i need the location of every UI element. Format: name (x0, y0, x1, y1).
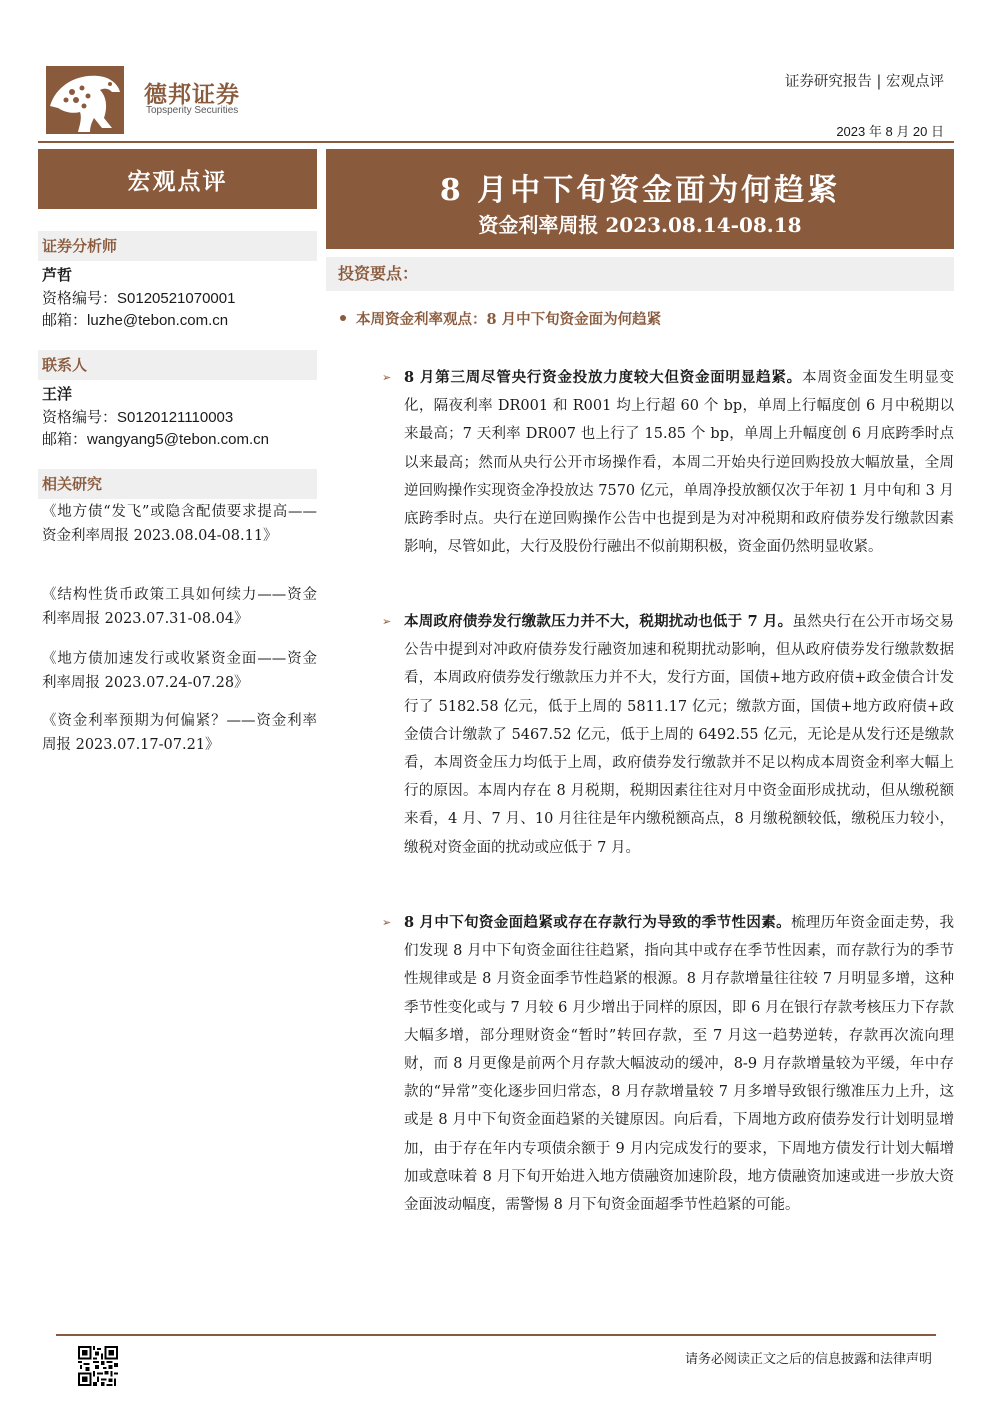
brand-name-cn: 德邦证券 (144, 82, 240, 108)
category-banner: 宏观点评 (38, 149, 317, 209)
related-item[interactable]: 《地方债“发飞”或隐含配债要求提高——资金利率周报 2023.08.04-08.11》 (42, 504, 317, 544)
dot-bullet-icon (340, 315, 346, 321)
bullet-paragraph (382, 608, 954, 862)
bullet-paragraph (382, 364, 954, 561)
footer-divider (56, 1334, 936, 1336)
related-section-head: 相关研究 (38, 469, 317, 499)
bullet-body: 本周资金面发生明显变化，隔夜利率 DR001 和 R001 均上行超 60 个 bp，单周上行幅度创 6 月中税期以来最高；7 天利率 DR007 也上行了 15.85 个 bp，单周上升幅度创 6 月底跨季时点以来最高；然而从央行公开市场操作看，本周二开始央行逆回购投放大幅放量，全周逆回购操作实现资金净投放达 7570 亿元，单周净投放额仅次于年初 1 月中旬和 3 月底跨季时点。央行在逆回购操作公告中也提到是为对冲税期和政府债券发行缴款因素影响，尽管如此，大行及股份行融出不似前期积极，资金面仍然明显收紧。 (404, 370, 955, 556)
bullet-body: 梳理历年资金面走势，我们发现 8 月中下旬资金面往往趋紧，指向其中或存在季节性因素，而存款行为的季节性规律或是 8 月资金面季节性趋紧的根源。8 月存款增量往往较 7 月明显多增，这种季节性变化或与 7 月较 6 月少增出于同样的原因，即 6 月在银行存款考核压力下存款大幅多增，部分理财资金“暂时”转回存款，至 7 月这一趋势逆转，存款再次流向理财，而 8 月更像是前两个月存款大幅波动的缓冲，8-9 月存款增量较为平缓，年中存款的“异常”变化逐步回归常态，8 月存款增量较 7 月多增导致银行缴准压力上升，这或是 8 月中下旬资金面趋紧的关键原因。向后看，下周地方政府债券发行计划明显增加，由于存在年内专项债余额于 9 月内完成发行的要求，下周地方债发行计划大幅增加或意味着 8 月下旬开始进入地方债融资加速阶段，地方债融资加速或进一步放大资金面波动幅度，需警惕 8 月下旬资金面超季节性趋紧的可能。 (404, 915, 955, 1214)
analyst-name: 芦哲 (42, 266, 73, 284)
page-title: 8 月中下旬资金面为何趋紧 (439, 173, 841, 208)
contact-section-head: 联系人 (38, 350, 317, 380)
bullet-lead: 本周政府债券发行缴款压力并不大，税期扰动也低于 7 月。 (404, 613, 793, 630)
related-item[interactable]: 《资金利率预期为何偏紧？——资金利率周报 2023.07.17-07.21》 (42, 713, 317, 753)
qr-code-icon (78, 1346, 118, 1386)
contact-cert: 资格编号：S0120121110003 (42, 409, 234, 426)
key-points-head: 投资要点： (326, 257, 954, 291)
bullet-lead: 8 月第三周尽管央行资金投放力度较大但资金面明显趋紧。 (404, 369, 802, 386)
title-banner (326, 149, 954, 249)
bullet-paragraph (382, 909, 954, 1219)
page-subtitle: 资金利率周报 2023.08.14-08.18 (478, 213, 802, 237)
arrow-bullet-icon: ➢ (382, 371, 392, 384)
header-divider (38, 141, 954, 143)
bullet-body: 虽然央行在公开市场交易公告中提到对冲政府债券发行融资加速和税期扰动影响，但从政府债券发行缴款数据看，本周政府债券发行缴款压力并不大，发行方面，国债+地方政府债+政金债合计发行了 5182.58 亿元，低于上周的 5811.17 亿元；缴款方面，国债+地方政府债+政金债合计缴款了 5467.52 亿元，低于上周的 6492.55 亿元，无论是从发行还是缴款看，本周资金压力均低于上周，政府债券发行缴款并不足以构成本周资金利率大幅上行的原因。本周内存在 8 月税期，税期因素往往对月中资金面形成扰动，但从缴税额来看，4 月、7 月、10 月往往是年内缴税额高点，8 月缴税额较低，缴税压力较小，缴税对资金面的扰动或应低于 7 月。 (404, 614, 955, 856)
related-item[interactable]: 《结构性货币政策工具如何续力——资金利率周报 2023.07.31-08.04》 (42, 587, 317, 627)
analyst-section-head: 证券分析师 (38, 231, 317, 261)
brand-name-en: Topsperity Securities (146, 105, 239, 116)
key-view-text: 本周资金利率观点：8 月中下旬资金面为何趋紧 (356, 311, 662, 328)
arrow-bullet-icon: ➢ (382, 615, 392, 628)
analyst-email[interactable]: 邮箱：luzhe@tebon.com.cn (42, 312, 229, 329)
key-view (340, 308, 661, 329)
report-date: 2023 年 8 月 20 日 (836, 124, 944, 139)
related-item[interactable]: 《地方债加速发行或收紧资金面——资金利率周报 2023.07.24-07.28》 (42, 651, 317, 691)
bullet-lead: 8 月中下旬资金面趋紧或存在存款行为导致的季节性因素。 (404, 914, 791, 931)
leopard-logo-icon (46, 66, 124, 134)
contact-name: 王洋 (42, 385, 73, 403)
disclaimer: 请务必阅读正文之后的信息披露和法律声明 (684, 1352, 932, 1367)
report-type: 证券研究报告 | 宏观点评 (784, 74, 944, 90)
contact-email[interactable]: 邮箱：wangyang5@tebon.com.cn (42, 431, 270, 448)
analyst-cert: 资格编号：S0120521070001 (42, 290, 236, 307)
arrow-bullet-icon: ➢ (382, 916, 392, 929)
